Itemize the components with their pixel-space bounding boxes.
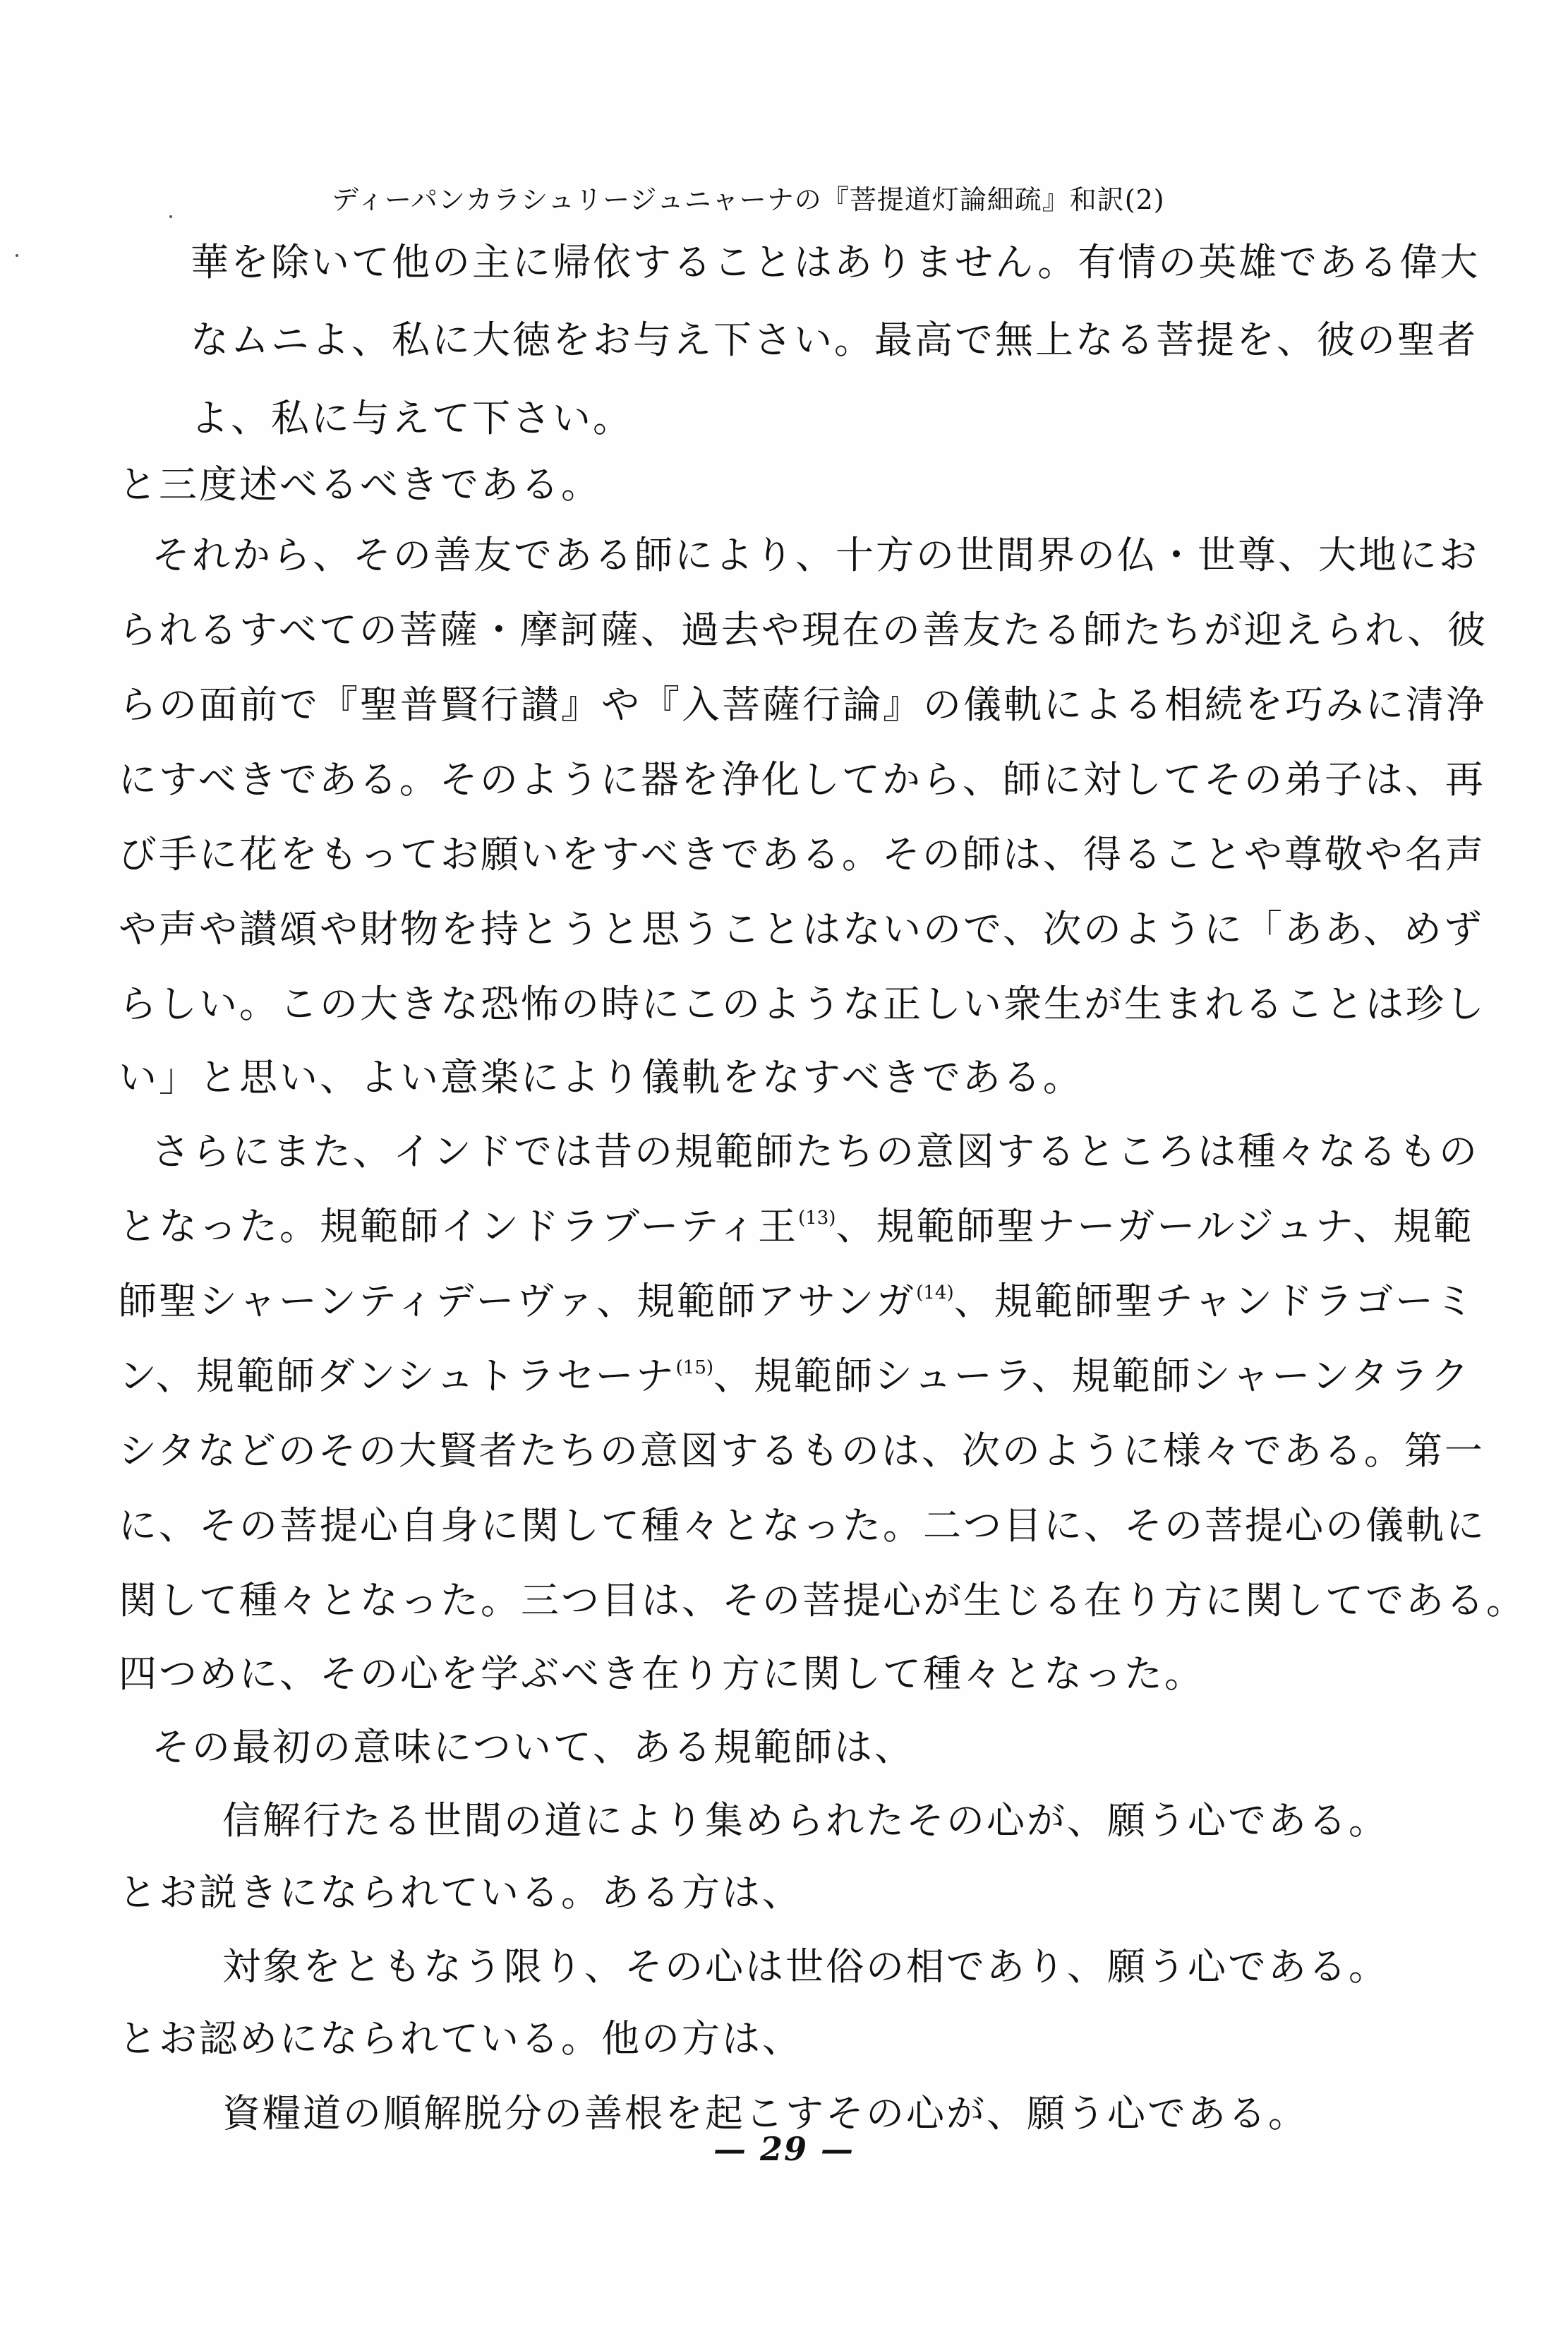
text-run: となった。規範師インドラブーティ王 [119,1204,799,1248]
text-line [222,1944,1389,1989]
text-run: とお認めになられている。他の方は、 [119,2016,802,2061]
text-run: さらにまた、インドでは昔の規範師たちの意図するところは種々なるもの [152,1129,1479,1174]
text-run: 信解行たる世間の道により集められたその心が、願う心である。 [222,1798,1389,1843]
page-number: — 29 — [713,2130,855,2168]
text-line [152,533,1479,577]
text-line [119,832,1485,877]
text-line [191,240,1480,284]
text-run: らしい。この大きな恐怖の時にこのような正しい衆生が生まれることは珍し [119,982,1486,1026]
text-run: その最初の意味について、ある規範師は、 [152,1725,915,1769]
running-header: ディーパンカラシュリージュニャーナの『菩提道灯論細疏』和訳(2) [332,184,1165,215]
text-line [119,1578,1526,1622]
text-run: と三度述べるべきである。 [119,462,601,507]
footnote-marker: (14) [916,1282,954,1304]
text-line [191,318,1478,362]
text-run: とお説きになられている。ある方は、 [119,1870,802,1915]
text-run: よ、私に与えて下さい。 [191,396,633,440]
text-run: 関して種々となった。三つ目は、その菩提心が生じる在り方に関してである。 [119,1578,1526,1622]
text-line [152,1129,1479,1174]
text-run: 華を除いて他の主に帰依することはありません。有情の英雄である偉大 [191,240,1480,284]
text-line [119,907,1484,951]
text-run: び手に花をもってお願いをすべきである。その師は、得ることや尊敬や名声 [119,832,1485,877]
text-run: 四つめに、その心を学ぶべき在り方に関して種々となった。 [119,1651,1205,1696]
text-line [119,2016,802,2061]
text-line [119,608,1488,652]
text-run: 、規範師シューラ、規範師シャーンタラク [713,1354,1471,1398]
text-run: ン、規範師ダンシュトラセーナ [119,1354,676,1398]
footnote-marker: (13) [798,1208,836,1229]
text-line [222,2091,1308,2136]
text-run: それから、その善友である師により、十方の世間界の仏・世尊、大地にお [152,533,1479,577]
text-line [191,396,633,440]
text-run: らの面前で『聖普賢行讃』や『入菩薩行論』の儀軌による相続を巧みに清浄 [119,682,1486,727]
text-line [119,982,1486,1026]
text-run: 対象をともなう限り、その心は世俗の相であり、願う心である。 [222,1944,1389,1989]
text-line [119,1503,1486,1548]
scan-speck [169,215,172,218]
text-line [119,1055,1083,1100]
text-line [119,1354,1471,1398]
text-run: や声や讃頌や財物を持とうと思うことはないので、次のように「ああ、めず [119,907,1484,951]
text-line [222,1798,1389,1843]
text-run: られるすべての菩薩・摩訶薩、過去や現在の善友たる師たちが迎えられ、彼 [119,608,1488,652]
text-line [119,462,601,507]
text-run: シタなどのその大賢者たちの意図するものは、次のように様々である。第一 [119,1428,1485,1473]
text-run: 資糧道の順解脱分の善根を起こすその心が、願う心である。 [222,2091,1308,2136]
text-run: 、規範師聖ナーガールジュナ、規範 [836,1204,1474,1248]
text-run: 、規範師聖チャンドラゴーミ [953,1279,1476,1323]
text-run: い」と思い、よい意楽により儀軌をなすべきである。 [119,1055,1083,1100]
text-line [119,1870,802,1915]
scan-speck [16,254,18,257]
text-line [119,1204,1474,1248]
text-run: にすべきである。そのように器を浄化してから、師に対してその弟子は、再 [119,757,1485,802]
text-line [119,1651,1205,1696]
text-line [119,757,1485,802]
text-line [119,1279,1476,1323]
footnote-marker: (15) [675,1357,714,1378]
text-line [119,682,1486,727]
text-run: なムニよ、私に大徳をお与え下さい。最高で無上なる菩提を、彼の聖者 [191,318,1478,362]
text-run: 師聖シャーンティデーヴァ、規範師アサンガ [119,1279,917,1323]
text-run: に、その菩提心自身に関して種々となった。二つ目に、その菩提心の儀軌に [119,1503,1486,1548]
text-line [152,1725,915,1769]
text-line [119,1428,1485,1473]
